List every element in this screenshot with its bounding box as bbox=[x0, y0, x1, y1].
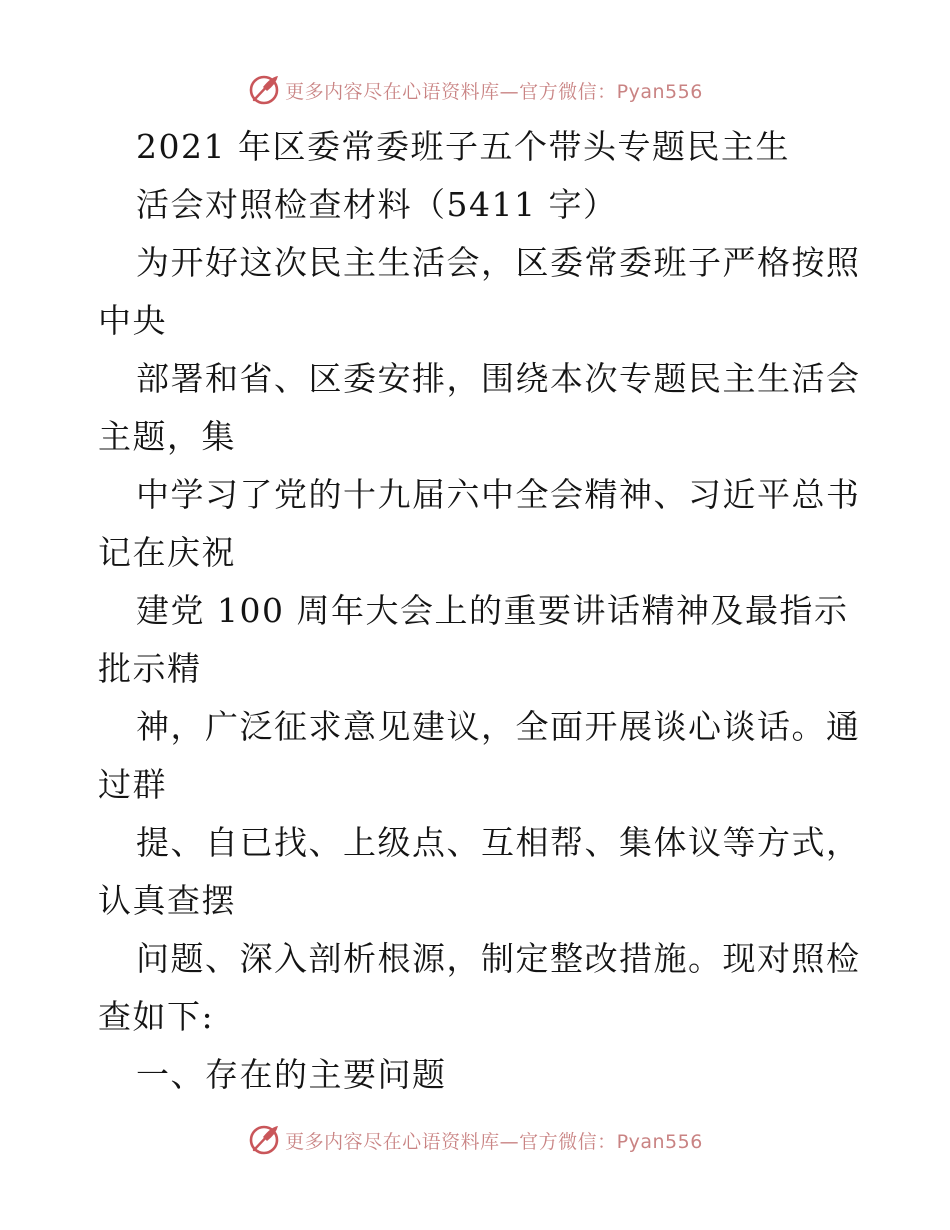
watermark-text: 更多内容尽在心语资料库—官方微信：Pyan556 bbox=[285, 1130, 703, 1153]
quill-circle-logo-icon bbox=[247, 73, 281, 107]
paragraph-line: 中央 bbox=[98, 301, 167, 340]
quill-circle-logo-icon bbox=[247, 1123, 281, 1157]
paragraph-line: 问题、深入剖析根源，制定整改措施。现对照检 bbox=[136, 939, 861, 978]
paragraph-line: 查如下: bbox=[98, 997, 215, 1036]
watermark-footer bbox=[0, 1120, 950, 1160]
paragraph-line: 过群 bbox=[98, 765, 167, 804]
paragraph-line: 为开好这次民主生活会，区委常委班子严格按照 bbox=[136, 243, 861, 282]
paragraph-line: 认真查摆 bbox=[98, 881, 236, 920]
paragraph-line: 提、自已找、上级点、互相帮、集体议等方式， bbox=[136, 823, 861, 862]
watermark-header bbox=[0, 70, 950, 110]
paragraph-line: 批示精 bbox=[98, 649, 202, 688]
doc-title-line-2: 活会对照检查材料（5411 字） bbox=[136, 185, 618, 224]
paragraph-line: 神，广泛征求意见建议，全面开展谈心谈话。通 bbox=[136, 707, 861, 746]
paragraph-line: 记在庆祝 bbox=[98, 533, 236, 572]
document-body bbox=[98, 118, 861, 1104]
section-heading: 一、存在的主要问题 bbox=[136, 1055, 447, 1094]
watermark-text: 更多内容尽在心语资料库—官方微信：Pyan556 bbox=[285, 80, 703, 103]
paragraph-line: 建党 100 周年大会上的重要讲话精神及最指示 bbox=[136, 591, 849, 630]
paragraph-line: 部署和省、区委安排，围绕本次专题民主生活会 bbox=[136, 359, 861, 398]
doc-title-line-1: 2021 年区委常委班子五个带头专题民主生 bbox=[136, 127, 790, 166]
paragraph-line: 主题，集 bbox=[98, 417, 236, 456]
paragraph-line: 中学习了党的十九届六中全会精神、习近平总书 bbox=[136, 475, 861, 514]
